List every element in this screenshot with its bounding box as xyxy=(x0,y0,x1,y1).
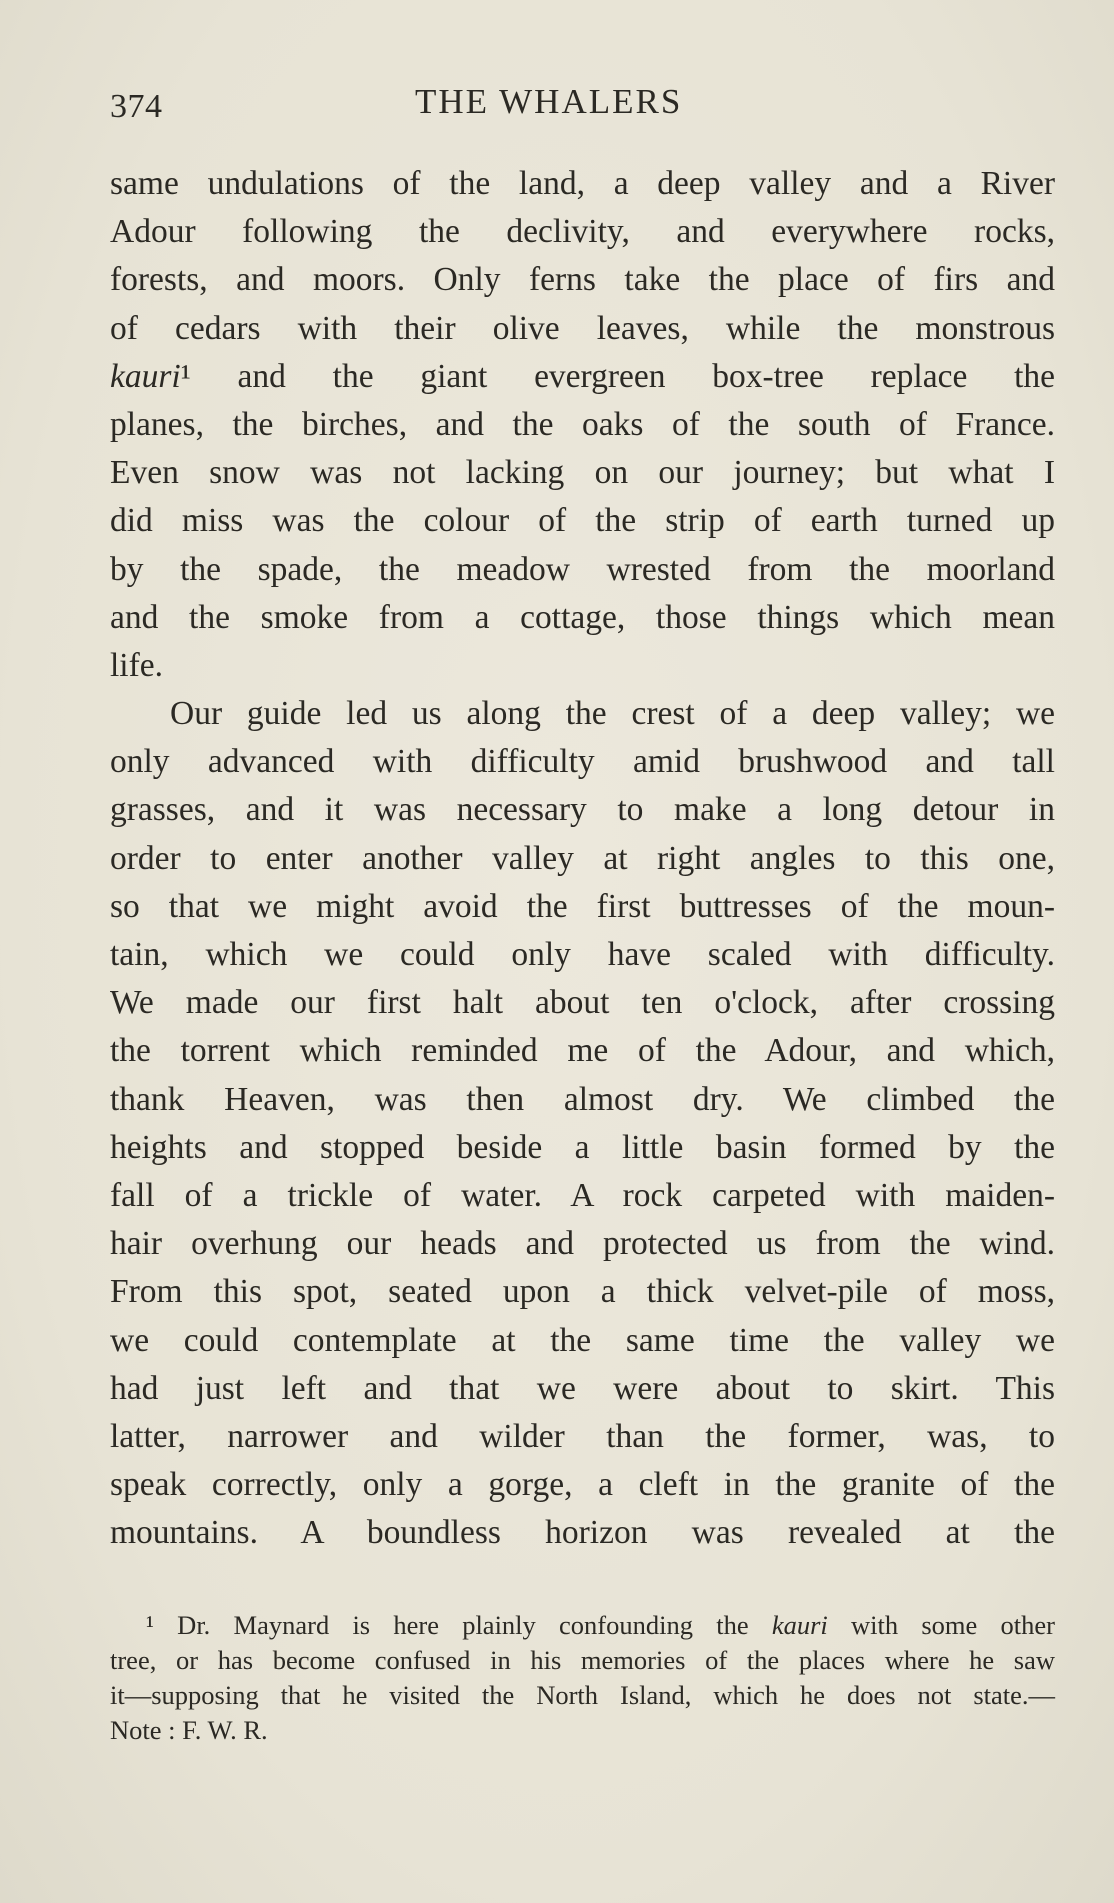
text-line: Our guide led us along the crest of a deep valley; we xyxy=(170,695,1055,733)
footnote xyxy=(110,1608,1055,1748)
text-line: tain, which we could only have scaled with difficulty. xyxy=(110,936,1055,973)
text-line: heights and stopped beside a little basin formed by the xyxy=(110,1128,1055,1166)
text-line: only advanced with difficulty amid brushwood and tall xyxy=(110,743,1055,781)
text-line: Even snow was not lacking on our journey; but what I xyxy=(110,454,1055,492)
text-line: We made our first halt about ten o'clock, after crossing xyxy=(110,984,1055,1022)
text-line: latter, narrower and wilder than the former, was, to xyxy=(110,1417,1055,1455)
text-line: kauri¹ and the giant evergreen box-tree replace the xyxy=(110,357,1055,395)
italic-term: kauri xyxy=(771,1610,828,1640)
footnote-line: Note : F. W. R. xyxy=(110,1715,268,1745)
text-line: of cedars with their olive leaves, while the monstrous xyxy=(110,309,1055,347)
text-line: we could contemplate at the same time the valley we xyxy=(110,1321,1055,1359)
text-line: Adour following the declivity, and everywhere rocks, xyxy=(110,213,1055,251)
text-line: so that we might avoid the first buttresses of the moun- xyxy=(110,887,1055,925)
text-line: did miss was the colour of the strip of earth turned up xyxy=(110,502,1055,540)
text-line: and the smoke from a cottage, those things which mean xyxy=(110,598,1055,636)
text-line: forests, and moors. Only ferns take the place of firs and xyxy=(110,261,1055,299)
text-line: planes, the birches, and the oaks of the south of France. xyxy=(110,405,1055,443)
footnote-line: it—supposing that he visited the North Island, which he does not state.— xyxy=(110,1680,1055,1710)
page-header xyxy=(110,82,1070,132)
running-title: THE WHALERS xyxy=(415,82,683,121)
text-line: mountains. A boundless horizon was revealed at the xyxy=(110,1514,1055,1552)
text-line: order to enter another valley at right angles to this one, xyxy=(110,839,1055,877)
text-line: had just left and that we were about to skirt. This xyxy=(110,1369,1055,1407)
footnote-line: ¹ Dr. Maynard is here plainly confounding the kauri with some other xyxy=(146,1610,1055,1640)
footnote-line: tree, or has become confused in his memories of the places where he saw xyxy=(110,1645,1055,1675)
text-line: thank Heaven, was then almost dry. We climbed the xyxy=(110,1080,1055,1118)
text-line: the torrent which reminded me of the Adour, and which, xyxy=(110,1032,1055,1070)
text-line: hair overhung our heads and protected us from the wind. xyxy=(110,1225,1055,1263)
text-line: speak correctly, only a gorge, a cleft in the granite of the xyxy=(110,1466,1055,1504)
body-text xyxy=(110,160,1055,1557)
text-line: From this spot, seated upon a thick velvet-pile of moss, xyxy=(110,1273,1055,1311)
text-line: grasses, and it was necessary to make a long detour in xyxy=(110,791,1055,829)
text-line: same undulations of the land, a deep valley and a River xyxy=(110,165,1055,202)
page-number: 374 xyxy=(110,88,163,125)
italic-term: kauri xyxy=(110,357,181,395)
text-line: fall of a trickle of water. A rock carpeted with maiden- xyxy=(110,1176,1055,1214)
text-line: by the spade, the meadow wrested from the moorland xyxy=(110,550,1055,588)
text-line: life. xyxy=(110,646,164,684)
